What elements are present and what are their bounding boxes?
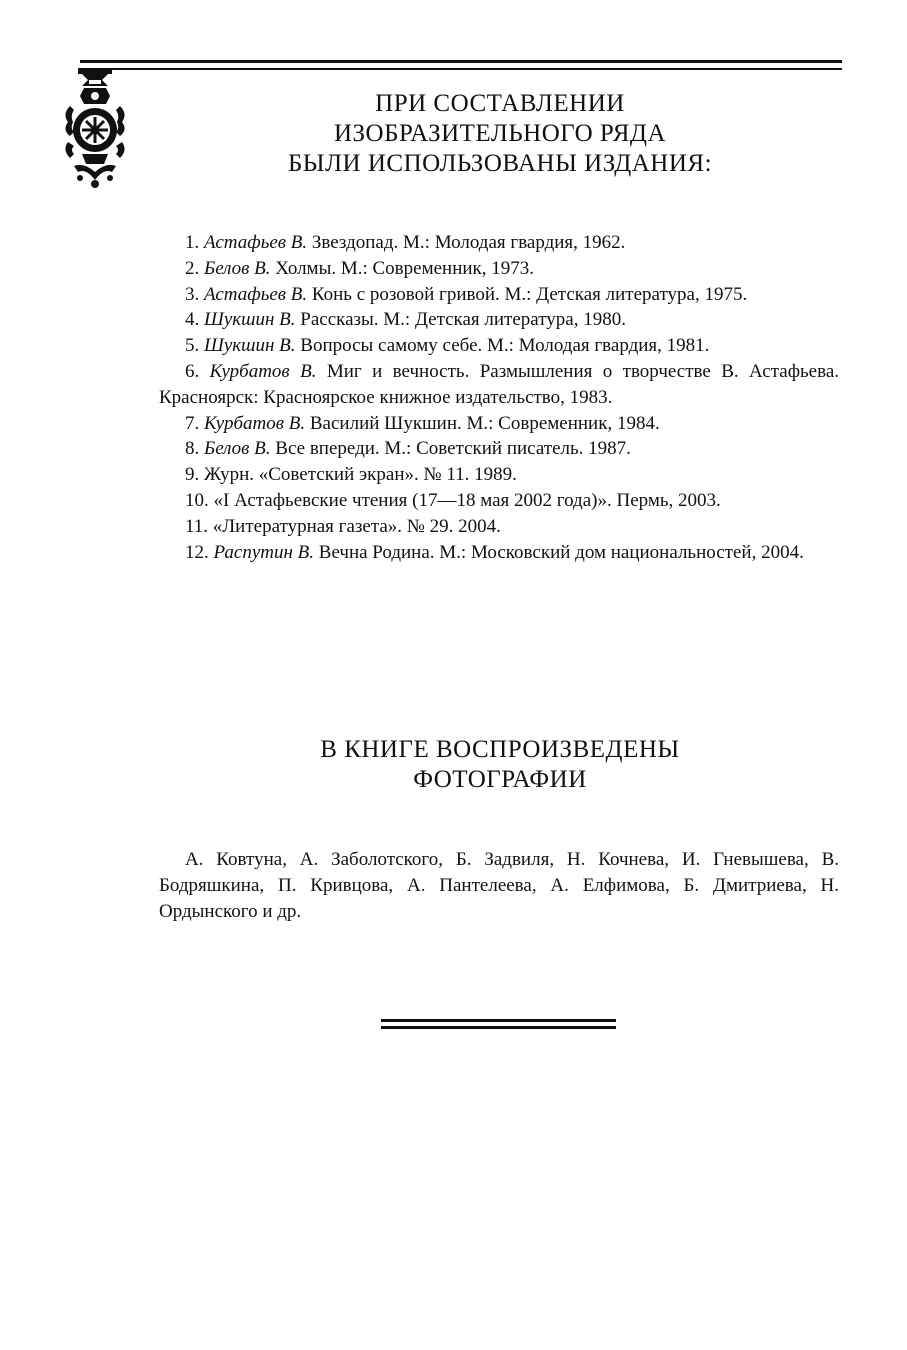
reference-item: 7. Курбатов В. Василий Шукшин. М.: Современник, 1984. [185,412,660,434]
reference-author: Астафьев В. [204,283,308,305]
reference-author: Шукшин В. [204,335,296,357]
reference-author: Белов В. [204,257,271,279]
end-rule-upper [381,1019,616,1022]
top-rule-lower [80,68,842,70]
reference-item: 5. Шукшин В. Вопросы самому себе. М.: Молодая гвардия, 1981. [185,335,710,357]
reference-item: 12. Распутин В. Вечна Родина. М.: Московский дом национальностей, 2004. [185,541,804,563]
top-rule-upper [80,60,842,63]
reference-item: 2. Белов В. Холмы. М.: Современник, 1973. [185,257,535,279]
reference-item: 3. Астафьев В. Конь с розовой гривой. М.: Детская литература, 1975. [185,283,748,305]
folk-ornament-icon [60,66,130,190]
reference-list [159,230,839,565]
heading-photographs [160,735,840,795]
heading-sources-line: БЫЛИ ИСПОЛЬЗОВАНЫ ИЗДАНИЯ: [287,150,713,177]
reference-item: 9. Журн. «Советский экран». № 11. 1989. [185,464,517,486]
heading-sources [160,89,840,179]
reference-item: 8. Белов В. Все впереди. М.: Советский писатель. 1987. [185,438,631,460]
reference-author: Курбатов В. [204,412,306,434]
reference-item: 6. Курбатов В. Миг и вечность. Размышления о творчестве В. Астафьева. Красноярск: Красноярское книжное издательство, 1983. [159,360,840,408]
reference-item: 10. «I Астафьевские чтения (17—18 мая 2002 года)». Пермь, 2003. [185,489,721,511]
heading-sources-line: ПРИ СОСТАВЛЕНИИ [375,90,625,117]
reference-author: Шукшин В. [204,309,296,331]
reference-author: Астафьев В. [204,232,308,253]
reference-author: Распутин В. [213,541,315,563]
reference-item: 1. Астафьев В. Звездопад. М.: Молодая гвардия, 1962. [185,232,626,253]
end-rule-lower [381,1026,616,1029]
reference-author: Курбатов В. [209,360,317,382]
heading-sources-line: ИЗОБРАЗИТЕЛЬНОГО РЯДА [333,120,667,147]
reference-item: 11. «Литературная газета». № 29. 2004. [185,515,501,537]
reference-item: 4. Шукшин В. Рассказы. М.: Детская литература, 1980. [185,309,626,331]
photographers-list: А. Ковтуна, А. Заболотского, Б. Задвиля, Н. Кочнева, И. Гневышева, В. Бодряшкина, П. Кривцова, А. Пантелеева, А. Елфимова, Б. Дмитриева, Н. Ордынского и др. [159,849,839,922]
reference-author: Белов В. [204,438,271,460]
heading-photographs-line: ФОТОГРАФИИ [413,766,587,793]
heading-photographs-line: В КНИГЕ ВОСПРОИЗВЕДЕНЫ [320,736,680,763]
